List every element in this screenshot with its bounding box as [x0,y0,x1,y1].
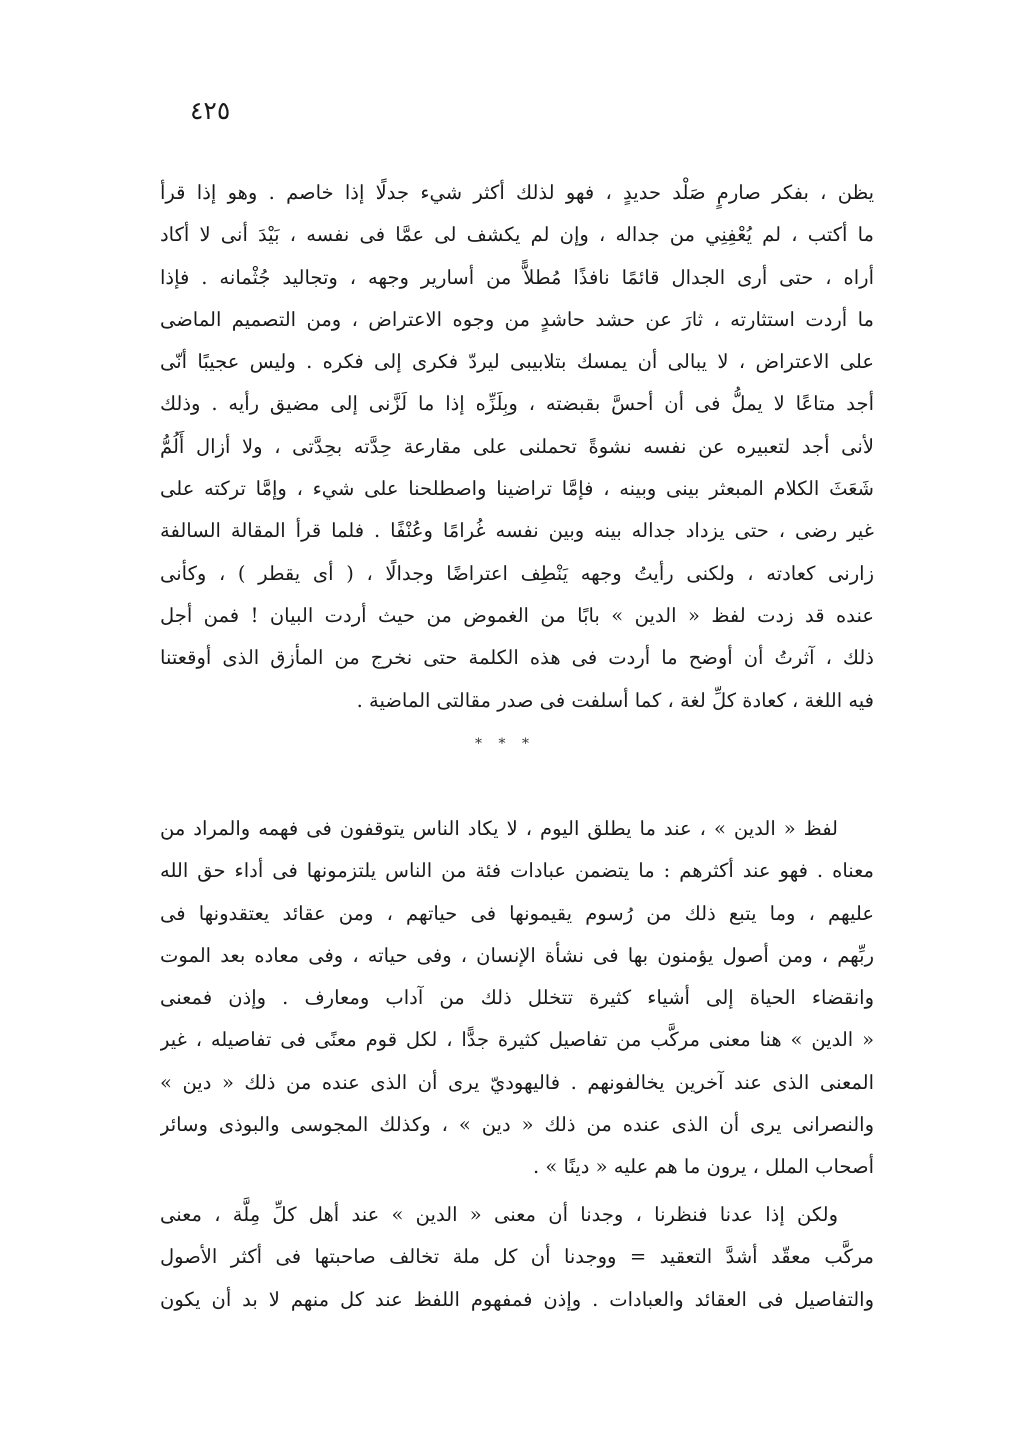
text-line: وانقضاء الحياة إلى أشياء كثيرة تتخلل ذلك من آداب ومعارف . وإذن فمعنى [160,986,874,1010]
text-line: فيه اللغة ، كعادة كلِّ لغة ، كما أسلفت فى صدر مقالتى الماضية . [356,688,874,712]
text-line: يظن ، بفكر صارمٍ صَلْد حديدٍ ، فهو لذلك أكثر شيء جدلًا إذا خاصم . وهو إذا قرأ [160,181,874,204]
text-line: أجد متاعًا لا يملُّ فى أن أحسَّ بقبضته ، وبِلَزِّه إذا ما لَزَّنى إلى مضيق رأيه . وذلك [160,392,874,416]
text-line: زارنى كعادته ، ولكنى رأيتُ وجهه يَنْطِف اعتراضًا وجدالًا ، ( أى يقطر ) ، وكأنى [160,561,874,585]
text-line: لأنى أجد لتعبيره عن نفسه نشوةً تحملنى على مقارعة حِدَّته بحِدَّتى ، ولا أزال أَلُمُّ [160,434,874,458]
paragraph-2 [160,808,874,1189]
text-line: على الاعتراض ، لا يبالى أن يمسك بتلابيبى ليردّ فكرى إلى فكره . وليس عجيبًا أنّى [160,350,874,374]
text-line: عليهم ، وما يتبع ذلك من رُسوم يقيمونها فى حياتهم ، ومن عقائد يعتقدونها فى [160,901,874,925]
paragraph-1 [160,172,874,722]
paragraph-3 [160,1194,874,1321]
text-line: ما أردت استثارته ، ثارَ عن حشد حاشدٍ من وجوه الاعتراض ، ومن التصميم الماضى [160,307,874,331]
text-line: شَعَثَ الكلام المبعثر بينى وبينه ، فإمَّا تراضينا واصطلحنا على شيء ، وإمَّا تركته على [160,477,874,501]
section-separator: * * * [475,736,535,752]
page-number: ٤٢٥ [190,96,231,125]
text-line: معناه . فهو عند أكثرهم : ما يتضمن عبادات فئة من الناس يلتزمونها فى أداء حق الله [160,859,874,883]
text-line: أراه ، حتى أرى الجدال قائمًا نافذًا مُطلاًّ من أسارير وجهه ، وتجاليد جُثْمانه . فإذا [160,265,874,289]
text-line: والنصرانى يرى أن الذى عنده من ذلك « دين » ، وكذلك المجوسى والبوذى وسائر [160,1113,874,1137]
text-line: ما أكتب ، لم يُعْفِنِي من جداله ، وإن لم يكشف لى عمَّا فى نفسه ، بَيْدَ أنى لا أكاد [160,223,874,247]
text-line: لفظ « الدين » ، عند ما يطلق اليوم ، لا يكاد الناس يتوقفون فى فهمه والمراد من [160,817,838,840]
text-line: ولكن إذا عدنا فنظرنا ، وجدنا أن معنى « الدين » عند أهل كلِّ مِلَّة ، معنى [160,1203,838,1226]
text-line: المعنى الذى عند آخرين يخالفونهم . فاليهوديّ يرى أن الذى عنده من ذلك « دين » [160,1070,874,1094]
text-line: مركَّب معقّد أشدَّ التعقيد = ووجدنا أن كل ملة تخالف صاحبتها فى أكثر الأصول [160,1245,874,1269]
text-line: غير رضى ، حتى يزداد جداله بينه وبين نفسه غُرامًا وعُنْفًا . فلما قرأ المقالة السالفة [160,519,874,543]
text-line: والتفاصيل فى العقائد والعبادات . وإذن فمفهوم اللفظ عند كل منهم لا بد أن يكون [160,1287,874,1311]
text-line: « الدين » هنا معنى مركَّب من تفاصيل كثيرة جدًّا ، لكل قوم معنًى فى تفاصيله ، غير [160,1028,874,1052]
text-line: أصحاب الملل ، يرون ما هم عليه « دينًا » . [533,1155,874,1179]
text-line: عنده قد زدت لفظ « الدين » بابًا من الغموض من حيث أردت البيان ! فمن أجل [160,603,874,627]
text-line: ذلك ، آثرتُ أن أوضح ما أردت فى هذه الكلمة حتى نخرج من المأزق الذى أوقعتنا [160,646,874,670]
text-line: ربِّهم ، ومن أصول يؤمنون بها فى نشأة الإنسان ، وفى حياته ، وفى معاده بعد الموت [160,943,874,967]
